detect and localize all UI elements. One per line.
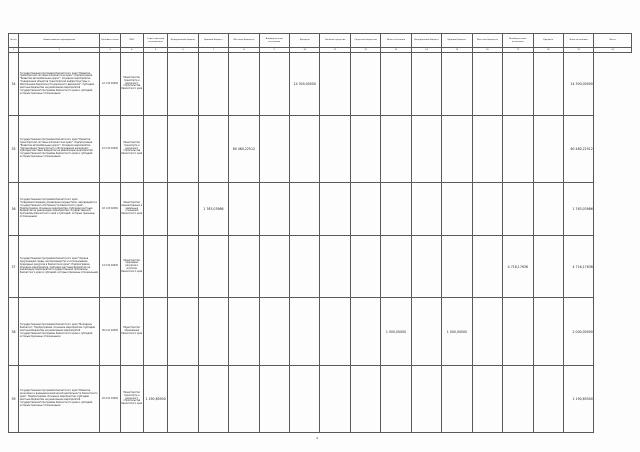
- table-row: [9, 53, 632, 116]
- column-header: Федеральный бюджет: [168, 34, 198, 48]
- table-row: [9, 116, 632, 183]
- row-value-cell: [381, 116, 411, 183]
- row-value-cell: 4 716,17638: [503, 236, 533, 298]
- column-header: ГРБС: [120, 34, 143, 48]
- row-value-cell: [320, 366, 350, 433]
- column-header: Внебюджетные источники: [259, 34, 289, 48]
- row-value-cell: [442, 366, 472, 433]
- row-value-cell: [143, 236, 167, 298]
- row-value-cell: [411, 53, 441, 116]
- column-header: Краевой бюджет: [198, 34, 228, 48]
- column-number-cell: 15: [442, 48, 472, 53]
- row-value-cell: [198, 298, 228, 366]
- row-value-cell: [350, 116, 380, 183]
- row-value-cell: [290, 116, 320, 183]
- column-number-cell: 20: [594, 48, 632, 53]
- row-value-cell: [320, 116, 350, 183]
- table-header-row: [9, 34, 632, 48]
- row-value-cell: [503, 366, 533, 433]
- row-value-cell: [533, 366, 563, 433]
- row-value-cell: [411, 116, 441, 183]
- row-value-cell: [411, 236, 441, 298]
- row-value-cell: [381, 183, 411, 236]
- row-value-cell: [350, 366, 380, 433]
- row-total: 2 000,00000: [563, 298, 593, 366]
- row-value-cell: [168, 53, 198, 116]
- row-number: 36: [9, 183, 19, 236]
- row-value-cell: [229, 366, 259, 433]
- row-value-cell: [350, 53, 380, 116]
- row-target-code: 14 3 02 40030: [100, 236, 120, 298]
- column-number-cell: 7: [198, 48, 228, 53]
- row-value-cell: [259, 53, 289, 116]
- column-number-cell: 1: [9, 48, 19, 53]
- column-header: Кредиты: [533, 34, 563, 48]
- row-value-cell: [533, 53, 563, 116]
- row-value-cell: [442, 183, 472, 236]
- row-value-cell: [198, 53, 228, 116]
- row-number: 39: [9, 366, 19, 433]
- row-target-code: 12 2 03 40030: [100, 116, 120, 183]
- row-value-cell: [350, 183, 380, 236]
- column-number-cell: 12: [350, 48, 380, 53]
- row-value-cell: [290, 236, 320, 298]
- column-header: № п/п: [9, 34, 19, 48]
- row-grbs: Министерство имущественных и земельных отношений Камчатского края: [120, 183, 143, 236]
- row-grbs: Министерство транспорта и дорожного строительства Камчатского края: [120, 53, 143, 116]
- column-header: Местные бюджеты: [472, 34, 502, 48]
- row-value-cell: [472, 53, 502, 116]
- row-value-cell: [168, 236, 198, 298]
- row-target-code: 36 2 01 40030: [100, 298, 120, 366]
- row-value-cell: [259, 298, 289, 366]
- column-number-cell: 18: [533, 48, 563, 53]
- row-number: 37: [9, 236, 19, 298]
- column-number-cell: 14: [411, 48, 441, 53]
- row-value-cell: [259, 116, 289, 183]
- column-header: Всего: [594, 34, 632, 48]
- row-total: 4 716,17638: [563, 236, 593, 298]
- column-header: Иные источники: [563, 34, 593, 48]
- row-description: Государственная программа Камчатского края "Развитие экономики и внешнеэкономической деятельности Камчатского края". Подпрограмма. Основное мероприятие. Субсидии местным бюджетам на реализацию мероприятий государственной программы Камчатского края и субсидий, которые признаны отложенными: [19, 366, 100, 433]
- budget-table: [8, 33, 632, 433]
- row-value-cell: [229, 53, 259, 116]
- row-value-cell: [320, 298, 350, 366]
- row-total: 1 190,65500: [563, 366, 593, 433]
- row-description: Государственная программа Камчатского края "Охрана окружающей среды, воспроизводство и использование природных ресурсов в Камчатском крае". Подпрограмма. Основное мероприятие. Субсидии местным бюджетам на реализацию мероприятий государственной программы Камчатского края и субсидий, которые признаны отложенными: [19, 236, 100, 298]
- row-value-cell: [503, 53, 533, 116]
- row-value-cell: [350, 298, 380, 366]
- row-value-cell: [411, 183, 441, 236]
- row-number: 38: [9, 298, 19, 366]
- row-target-code: 16 4 01 40030: [100, 366, 120, 433]
- row-value-cell: [198, 116, 228, 183]
- column-header: Внебюджетные источники: [503, 34, 533, 48]
- row-value-cell: [533, 116, 563, 183]
- row-grbs: Министерство транспорта и дорожного строительства Камчатского края: [120, 116, 143, 183]
- row-value-cell: [198, 366, 228, 433]
- column-number-cell: 10: [290, 48, 320, 53]
- column-header: Краевой бюджет: [442, 34, 472, 48]
- page-number: 4: [316, 436, 318, 440]
- column-header: Ответственный исполнитель: [143, 34, 167, 48]
- row-value-cell: [381, 236, 411, 298]
- row-grbs: Министерство образования Камчатского края: [120, 298, 143, 366]
- row-value-cell: [290, 183, 320, 236]
- column-header: Кредиты: [290, 34, 320, 48]
- row-value-cell: 1 190,65500: [143, 366, 167, 433]
- column-header: Средства бюджетов: [350, 34, 380, 48]
- column-number-cell: 2: [19, 48, 100, 53]
- row-value-cell: [472, 236, 502, 298]
- row-value-cell: [442, 116, 472, 183]
- row-value-cell: [411, 298, 441, 366]
- row-value-cell: [168, 298, 198, 366]
- row-value-cell: [143, 183, 167, 236]
- row-value-cell: [143, 53, 167, 116]
- row-target-code: 12 1 02 40030: [100, 53, 120, 116]
- row-value-cell: [503, 116, 533, 183]
- column-number-cell: 11: [320, 48, 350, 53]
- row-value-cell: [229, 236, 259, 298]
- column-number-cell: 9: [259, 48, 289, 53]
- column-number-cell: 13: [381, 48, 411, 53]
- row-target-code: 22 1 03 40030: [100, 183, 120, 236]
- row-value-cell: [472, 116, 502, 183]
- row-value-cell: [472, 183, 502, 236]
- row-value-cell: 1 763,03986: [198, 183, 228, 236]
- column-number-cell: 4: [120, 48, 143, 53]
- row-value-cell: [168, 116, 198, 183]
- row-value-cell: [472, 366, 502, 433]
- row-value-cell: [503, 298, 533, 366]
- row-total: 1 763,03986: [563, 183, 593, 236]
- row-value-cell: 14 300,00000: [290, 53, 320, 116]
- row-value-cell: [381, 366, 411, 433]
- row-value-cell: [503, 183, 533, 236]
- table-row: [9, 298, 632, 366]
- row-value-cell: [259, 183, 289, 236]
- row-grbs: Министерство природных ресурсов и экологии Камчатского края: [120, 236, 143, 298]
- row-value-cell: [143, 116, 167, 183]
- row-value-cell: [472, 298, 502, 366]
- row-value-cell: 60 480,22512: [229, 116, 259, 183]
- row-value-cell: [168, 183, 198, 236]
- row-value-cell: [198, 236, 228, 298]
- row-value-cell: [290, 366, 320, 433]
- column-header: Иные источники: [381, 34, 411, 48]
- column-number-cell: 8: [229, 48, 259, 53]
- row-value-cell: [320, 236, 350, 298]
- row-value-cell: [442, 236, 472, 298]
- row-value-cell: [442, 53, 472, 116]
- column-number-cell: 6: [168, 48, 198, 53]
- table-row: [9, 183, 632, 236]
- row-grbs: Министерство транспорта и дорожного строительства Камчатского края: [120, 366, 143, 433]
- row-value-cell: [320, 183, 350, 236]
- row-total: 60 480,22512: [563, 116, 593, 183]
- column-number-cell: 16: [472, 48, 502, 53]
- column-header: Наименование мероприятий: [19, 34, 100, 48]
- row-value-cell: [533, 298, 563, 366]
- row-description: Государственная программа Камчатского края "Развитие транспортной системы в Камчатском крае". Подпрограмма "Развитие автомобильных дорог". Основное мероприятие "Организация транспортного обслуживания населения". Субсидии местным бюджетам на реализацию мероприятий государственной программы Камчатского края и субсидий, которые признаны отложенными: [19, 116, 100, 183]
- row-value-cell: [533, 236, 563, 298]
- row-value-cell: [290, 298, 320, 366]
- row-value-cell: [229, 183, 259, 236]
- row-value-cell: [381, 53, 411, 116]
- row-value-cell: [259, 366, 289, 433]
- row-value-cell: 1 000,00000: [381, 298, 411, 366]
- row-description: Государственная программа Камчатского края "Совершенствование управления имуществом, находящимся в государственной собственности Камчатского края". Подпрограмма. Основное мероприятие. Субсидии местным бюджетам на реализацию мероприятий государственной программы Камчатского края и субсидий, которые признаны отложенными: [19, 183, 100, 236]
- table-row: [9, 366, 632, 433]
- column-header: Заёмные средства: [320, 34, 350, 48]
- row-value-cell: [350, 236, 380, 298]
- row-value-cell: [143, 298, 167, 366]
- row-value-cell: [168, 366, 198, 433]
- row-description: Государственная программа Камчатского края "Молодежь Камчатки". Подпрограмма. Основное мероприятие. Субсидии местным бюджетам на реализацию мероприятий государственной программы Камчатского края и субсидий, которые признаны отложенными: [19, 298, 100, 366]
- column-number-cell: 5: [143, 48, 167, 53]
- row-value-cell: [533, 183, 563, 236]
- column-number-cell: 3: [100, 48, 120, 53]
- row-description: Государственная программа Камчатского края "Развитие транспортной системы в Камчатском крае". Подпрограмма "Развитие автомобильных дорог". Основное мероприятие "Содержание объектов транспортной инфраструктуры и обеспечение безопасности дорожного движения". Субсидии местным бюджетам на реализацию мероприятий государственной программы Камчатского края и субсидий, которые признаны отложенными: [19, 53, 100, 116]
- row-value-cell: [320, 53, 350, 116]
- table-row: [9, 236, 632, 298]
- column-header: Местные бюджеты: [229, 34, 259, 48]
- column-header: Федеральный бюджет: [411, 34, 441, 48]
- column-number-cell: 19: [563, 48, 593, 53]
- column-number-cell: 17: [503, 48, 533, 53]
- row-number: 34: [9, 53, 19, 116]
- row-value-cell: 1 000,00000: [442, 298, 472, 366]
- row-value-cell: [411, 366, 441, 433]
- row-total: 14 300,00000: [563, 53, 593, 116]
- row-value-cell: [259, 236, 289, 298]
- row-number: 35: [9, 116, 19, 183]
- row-value-cell: [229, 298, 259, 366]
- column-header: Целевая статья: [100, 34, 120, 48]
